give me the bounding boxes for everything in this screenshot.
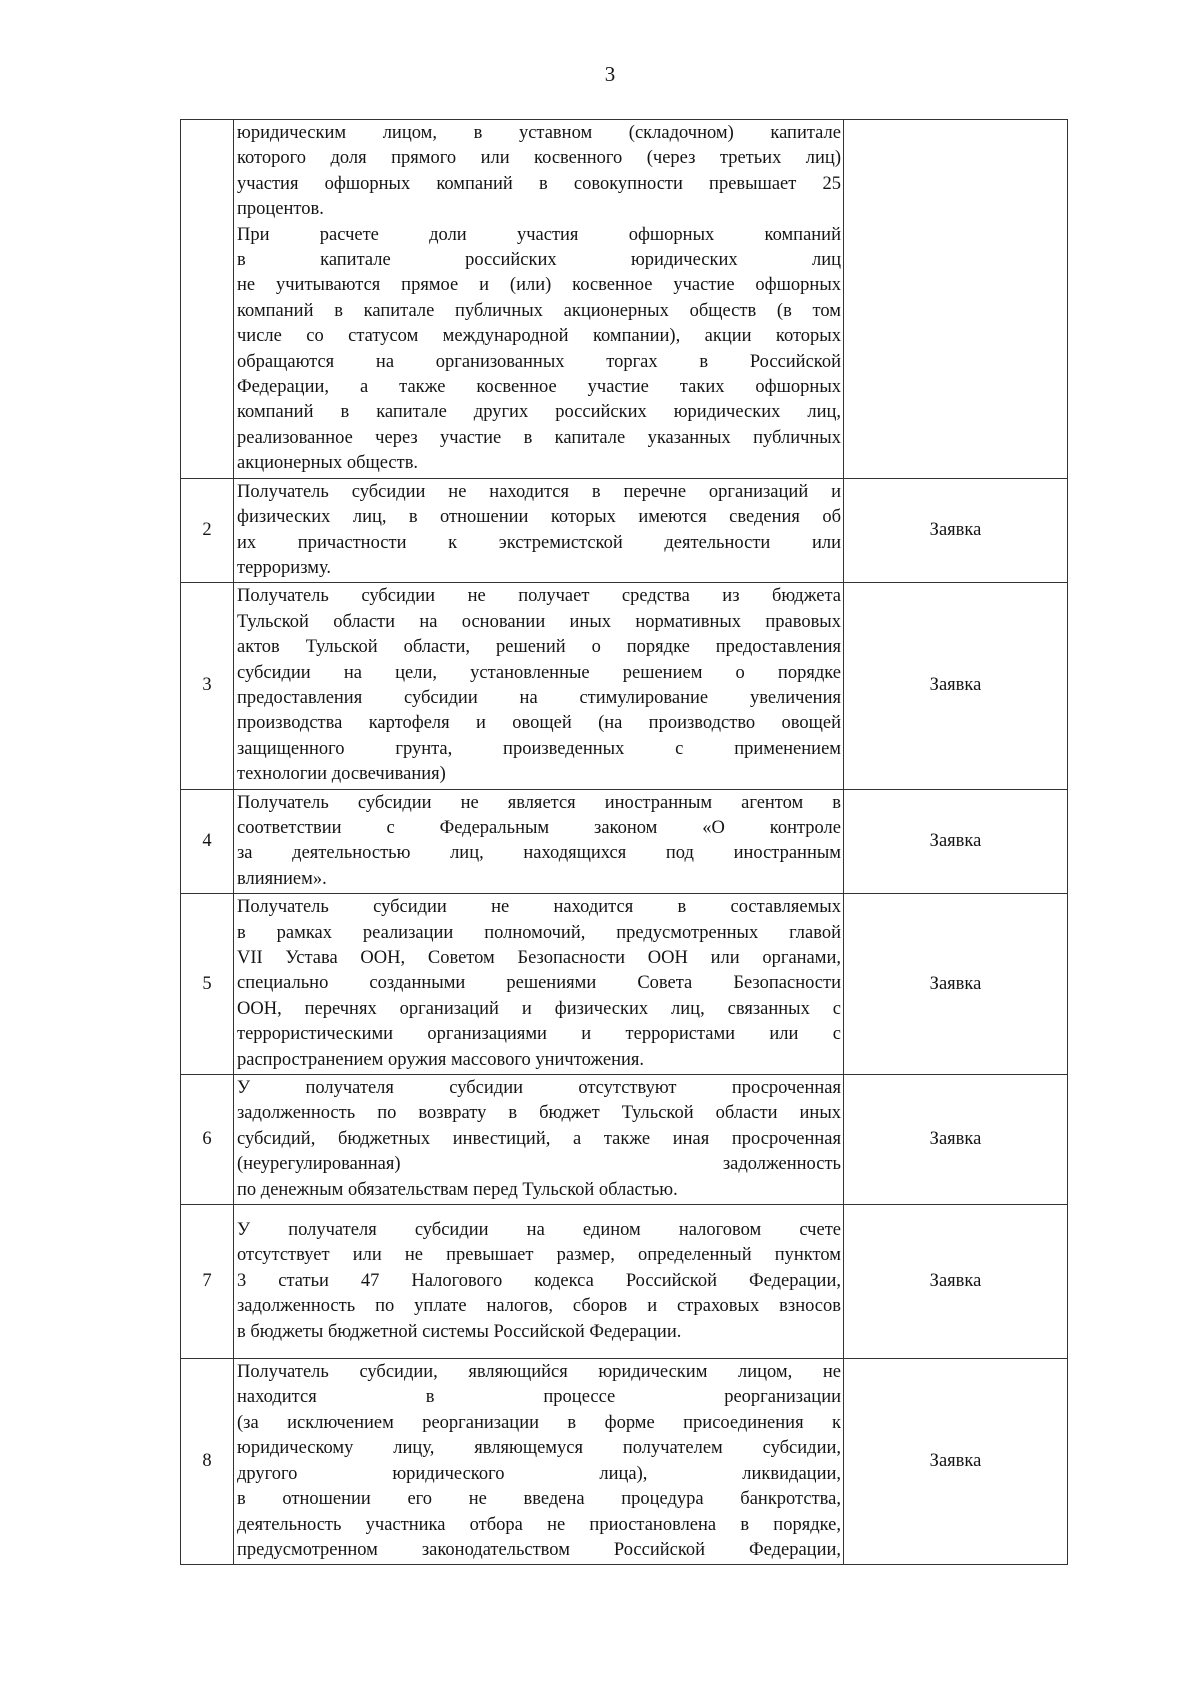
condition-line: задолженность по возврату в бюджет Тульской области иных [237, 1103, 841, 1124]
condition-cell [234, 583, 844, 789]
row-number: 3 [181, 583, 234, 789]
condition-line: Получатель субсидии, являющийся юридическим лицом, не [237, 1362, 841, 1383]
condition-line: распространением оружия массового уничтожения. [237, 1049, 645, 1070]
condition-line: Получатель субсидии не является иностранным агентом в [237, 792, 841, 813]
condition-line: влиянием». [237, 868, 327, 889]
condition-line: которого доля прямого или косвенного (через третьих лиц) [237, 148, 841, 169]
condition-line: компаний в капитале публичных акционерных обществ (в том [237, 300, 841, 321]
condition-line: У получателя субсидии на едином налоговом счете [237, 1220, 841, 1241]
condition-line: в бюджеты бюджетной системы Российской Федерации. [237, 1321, 682, 1342]
row-number: 6 [181, 1075, 234, 1205]
condition-line: участия офшорных компаний в совокупности превышает 25 [237, 173, 841, 194]
condition-line: отсутствует или не превышает размер, определенный пунктом [237, 1245, 841, 1266]
row-number: 7 [181, 1205, 234, 1359]
condition-line: физических лиц, в отношении которых имеются сведения об [237, 507, 841, 528]
condition-line: компаний в капитале других российских юридических лиц, [237, 402, 841, 423]
condition-line: их причастности к экстремистской деятельности или [237, 532, 841, 553]
table-row [181, 1205, 1068, 1359]
document-cell: Заявка [844, 894, 1068, 1075]
condition-line: Получатель субсидии не получает средства из бюджета [237, 586, 841, 607]
table-row [181, 478, 1068, 583]
condition-line: технологии досвечивания) [237, 764, 446, 785]
condition-line: терроризму. [237, 557, 331, 578]
condition-line: ООН, перечнях организаций и физических лиц, связанных с [237, 998, 841, 1019]
condition-cell [234, 478, 844, 583]
condition-line: находится в процессе реорганизации [237, 1387, 841, 1408]
condition-line: Получатель субсидии не находится в составляемых [237, 897, 841, 918]
condition-line: Тульской области на основании иных нормативных правовых [237, 611, 841, 632]
condition-cell [234, 1359, 844, 1565]
condition-line: по денежным обязательствам перед Тульской областью. [237, 1179, 678, 1200]
condition-line: Получатель субсидии не находится в перечне организаций и [237, 481, 841, 502]
document-cell: Заявка [844, 1359, 1068, 1565]
requirements-table [180, 119, 1068, 1565]
row-number: 5 [181, 894, 234, 1075]
document-cell [844, 120, 1068, 479]
condition-line: акционерных обществ. [237, 453, 419, 474]
condition-line: процентов. [237, 199, 324, 220]
document-cell: Заявка [844, 583, 1068, 789]
table-row [181, 1075, 1068, 1205]
condition-line: в отношении его не введена процедура банкротства, [237, 1489, 841, 1510]
document-cell: Заявка [844, 478, 1068, 583]
table-row [181, 1359, 1068, 1565]
condition-line: юридическим лицом, в уставном (складочном) капитале [237, 123, 841, 143]
condition-line: соответствии с Федеральным законом «О контроле [237, 817, 841, 838]
page-number: 3 [604, 62, 616, 86]
condition-line: в рамках реализации полномочий, предусмотренных главой [237, 922, 841, 943]
condition-line: задолженность по уплате налогов, сборов и страховых взносов [237, 1296, 841, 1317]
requirements-table-body [181, 120, 1068, 1565]
condition-line: террористическими организациями и террористами или с [237, 1024, 841, 1045]
table-row [181, 583, 1068, 789]
condition-line: другого юридического лица), ликвидации, [237, 1463, 841, 1484]
condition-line: в капитале российских юридических лиц [237, 250, 841, 271]
condition-line: числе со статусом международной компании), акции которых [237, 326, 841, 347]
row-number: 2 [181, 478, 234, 583]
document-cell: Заявка [844, 1205, 1068, 1359]
condition-line: специально созданными решениями Совета Безопасности [237, 973, 841, 994]
table-row [181, 894, 1068, 1075]
row-number: 4 [181, 789, 234, 894]
condition-cell [234, 894, 844, 1075]
condition-line: деятельность участника отбора не приостановлена в порядке, [237, 1514, 841, 1535]
condition-cell [234, 120, 844, 479]
condition-line: предусмотренном законодательством Российской Федерации, [237, 1539, 841, 1560]
condition-line: предоставления субсидии на стимулирование увеличения [237, 687, 841, 708]
condition-cell [234, 789, 844, 894]
condition-line: актов Тульской области, решений о порядке предоставления [237, 637, 841, 658]
condition-line: реализованное через участие в капитале указанных публичных [237, 427, 841, 448]
condition-cell [234, 1075, 844, 1205]
table-row [181, 120, 1068, 479]
condition-line: производства картофеля и овощей (на производство овощей [237, 713, 841, 734]
condition-cell [234, 1205, 844, 1359]
condition-line: за деятельностью лиц, находящихся под иностранным [237, 843, 841, 864]
document-cell: Заявка [844, 1075, 1068, 1205]
condition-line: У получателя субсидии отсутствуют просроченная [237, 1078, 841, 1099]
condition-line: Федерации, а также косвенное участие таких офшорных [237, 377, 841, 398]
condition-line: (за исключением реорганизации в форме присоединения к [237, 1412, 841, 1433]
condition-line: субсидий, бюджетных инвестиций, а также иная просроченная [237, 1128, 841, 1149]
condition-line: защищенного грунта, произведенных с применением [237, 738, 841, 759]
condition-line: юридическому лицу, являющемуся получателем субсидии, [237, 1438, 841, 1459]
condition-line: не учитываются прямое и (или) косвенное участие офшорных [237, 275, 841, 296]
document-cell: Заявка [844, 789, 1068, 894]
condition-line: 3 статьи 47 Налогового кодекса Российской Федерации, [237, 1270, 841, 1291]
row-number: 8 [181, 1359, 234, 1565]
table-row [181, 789, 1068, 894]
condition-line: (неурегулированная) задолженность [237, 1154, 841, 1175]
condition-line: При расчете доли участия офшорных компаний [237, 224, 841, 245]
condition-line: субсидии на цели, установленные решением о порядке [237, 662, 841, 683]
condition-line: VII Устава ООН, Советом Безопасности ООН или органами, [237, 948, 841, 968]
row-number [181, 120, 234, 479]
condition-line: обращаются на организованных торгах в Российской [237, 351, 841, 372]
